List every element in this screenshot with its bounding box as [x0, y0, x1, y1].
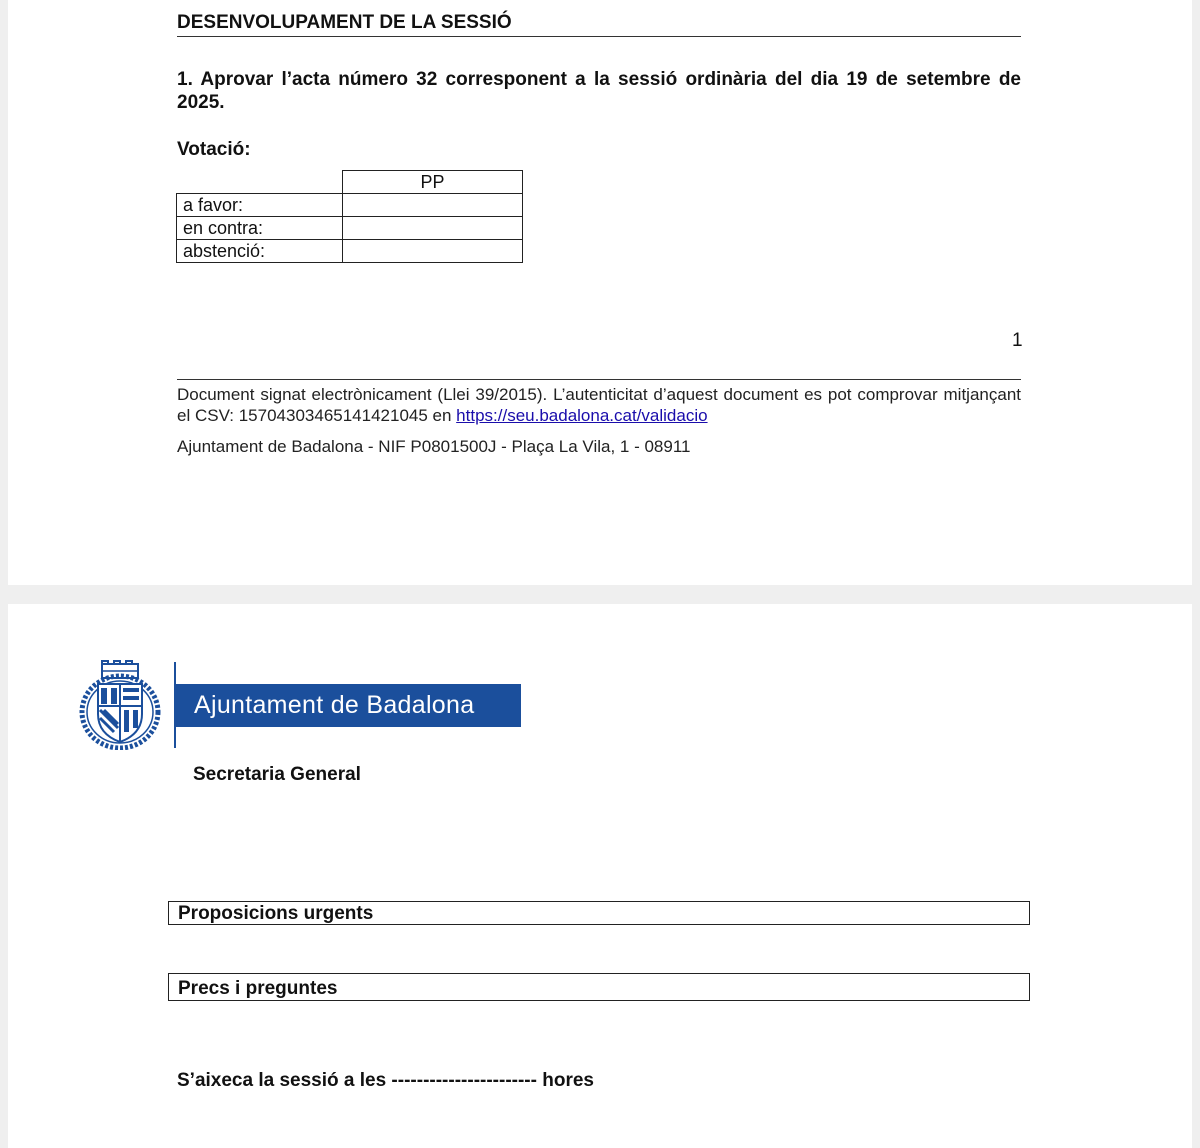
- document-page-2: [8, 604, 1192, 1148]
- signature-notice-text: Document signat electrònicament (Llei 39/2015). L’autenticitat d’aquest document es pot comprovar mitjançant el CSV: 15704303465141421045 en: [177, 385, 1021, 425]
- vote-table-empty-corner: [177, 171, 343, 194]
- vote-row-value: [343, 194, 523, 217]
- department-title: Secretaria General: [193, 764, 361, 785]
- badalona-crest-icon: [78, 660, 162, 750]
- table-row: [177, 217, 523, 240]
- voting-label: Votació:: [177, 139, 251, 160]
- agenda-item-1: 1. Aprovar l’acta número 32 corresponent a la sessió ordinària del dia 19 de setembre de 2025.: [177, 69, 1021, 113]
- footer-address: Ajuntament de Badalona - NIF P0801500J - Plaça La Vila, 1 - 08911: [177, 437, 691, 456]
- vote-row-label: a favor:: [177, 194, 343, 217]
- page-number: 1: [1012, 330, 1023, 351]
- vote-row-value: [343, 240, 523, 263]
- vote-column-header: PP: [343, 171, 523, 194]
- document-page-1: [8, 0, 1192, 585]
- vote-row-label: abstenció:: [177, 240, 343, 263]
- footer-divider: [177, 379, 1021, 380]
- vote-row-value: [343, 217, 523, 240]
- signature-notice: [177, 384, 1021, 426]
- vote-table: [176, 170, 523, 263]
- table-row: [177, 194, 523, 217]
- closing-statement: S’aixeca la sessió a les ----------------------- hores: [177, 1070, 594, 1091]
- vote-table-header-row: [177, 171, 523, 194]
- logo-banner: Ajuntament de Badalona: [176, 684, 521, 727]
- table-row: [177, 240, 523, 263]
- section-urgent-proposals: Proposicions urgents: [168, 901, 1030, 925]
- validation-link[interactable]: https://seu.badalona.cat/validacio: [456, 406, 708, 425]
- section-questions: Precs i preguntes: [168, 973, 1030, 1001]
- section-heading: DESENVOLUPAMENT DE LA SESSIÓ: [177, 12, 1021, 37]
- vote-row-label: en contra:: [177, 217, 343, 240]
